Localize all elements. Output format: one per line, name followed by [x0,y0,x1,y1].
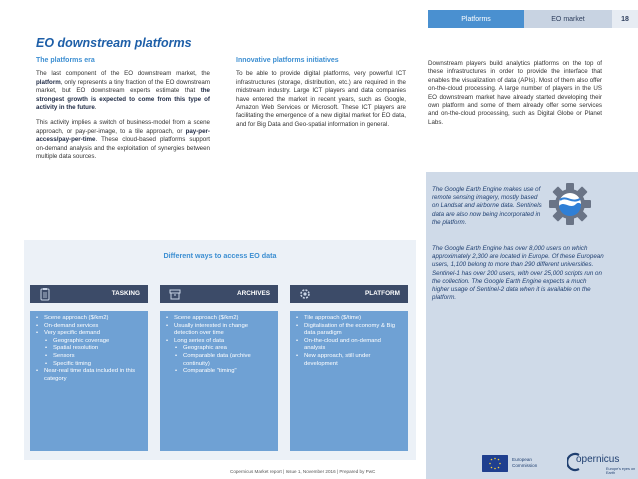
paragraph: Downstream players build analytics platforms on the top of these infrastructures in order to provide the interface that enables the visualization of data (APIs). Most of them also offer on-the-cloud processing. A large number of players in the US EO downstream market have already started developing their own platform and some of them already offer some services and on-the-cloud processing, such as Digital Globe or Planet Labs. [428,60,602,126]
column-downstream-players [428,60,602,127]
list-item: • Geographic coverage [36,338,142,346]
card-body [160,311,278,451]
card-header [30,285,148,303]
page-number: 18 [612,10,638,28]
bullet-list [36,315,142,383]
list-item: • Near-real time data included in this category [36,368,142,383]
bold-text: pay-per-access/pay-per-time [36,127,210,144]
list-item: • On-demand services [36,323,142,331]
list-item: • Specific timing [36,361,142,369]
list-item: • Scene approach ($/km2) [36,315,142,323]
ec-line: European [512,457,532,462]
list-item: • On-the-cloud and on-demand analysis [296,338,402,353]
gear-cloud-icon [298,287,312,301]
list-item: • Comparable "timing" [166,368,272,376]
sidebar-text-gee-users: The Google Earth Engine has over 8,000 users on which approximately 2,300 are located in Europe. Of these European users, 1,100 belong to more than 290 different universities. Sentinel-1 has over 200 users, with over 25,000 scripts run on the collection. The Google Earth Engine expects a much higher usage of Sentinel-2 data when it is available on the platform. [432,245,604,302]
list-item: • Spatial resolution [36,345,142,353]
card-label: PLATFORM [364,290,400,297]
list-item: • Tile approach ($/time) [296,315,402,323]
page-title: EO downstream platforms [36,36,192,50]
nav-tab-platforms[interactable]: Platforms [428,10,524,28]
card-header [290,285,408,303]
list-item: • Long series of data [166,338,272,346]
text-run: This activity implies a switch of business-model from a scene approach, or pay-per-image, to a tile approach, or [36,119,210,135]
bold-text: platform [36,78,61,86]
list-item: • Digitalisation of the economy & Big data paradigm [296,323,402,338]
eu-flag-icon [482,455,508,472]
paragraph [36,119,210,161]
sidebar-text-gee-imagery: The Google Earth Engine makes use of remote sensing imagery, mostly based on Landsat and airborne data. Sentinels data are also now being incorporated in the platform. [432,186,542,226]
archive-box-icon [168,287,182,301]
list-item: • Very specific demand [36,330,142,338]
paragraph: To be able to provide digital platforms, very powerful ICT infrastructures (storage, distribution, etc.) are required in the midstream industry. Large ICT players and data companies have entered the market in recent years, such as Google, Amazon Web Services or Microsoft. These ICT players are facilitating the emergence of a new digital market for EO data, and for Big Data and Geo-spatial information in general. [236,70,406,128]
paragraph [36,70,210,112]
footer-text: Copernicus Market report | Issue 1, November 2016 | Prepared by PwC [230,469,376,474]
bullet-list [166,315,272,376]
copernicus-wordmark: opernicus [576,454,620,465]
card-body [30,311,148,451]
list-item: • Comparable data (archive continuity) [166,353,272,368]
text-run: . These cloud-based platforms support on-demand analysis and the exploitation of synergies between multiple data sources. [36,136,210,161]
clipboard-icon [38,287,52,301]
european-commission-label [512,457,537,469]
list-item: • Geographic area [166,345,272,353]
text-run: . [94,104,97,112]
text-run: , only represents a tiny fraction of the EO downstream market, but EO downstream experts estimate that [36,78,210,95]
card-body [290,311,408,451]
diagram-title: Different ways to access EO data [163,251,277,260]
list-item: • Scene approach ($/km2) [166,315,272,323]
column-innovative-platforms [236,57,406,129]
card-platform [290,285,408,451]
section-heading: The platforms era [36,57,95,64]
list-item: • New approach, still under development [296,353,402,368]
card-tasking [30,285,148,451]
section-heading: Innovative platforms initiatives [236,57,339,64]
card-archives [160,285,278,451]
column-platforms-era [36,57,210,161]
google-earth-engine-gear-icon [548,182,592,226]
top-navigation [428,10,638,28]
list-item: • Usually interested in change detection over time [166,323,272,338]
text-run: The last component of the EO downstream market, the [36,70,210,78]
copernicus-tagline: Europe's eyes on Earth [606,467,636,475]
list-item: • Sensors [36,353,142,361]
card-label: TASKING [111,290,140,297]
card-header [160,285,278,303]
bullet-list [296,315,402,368]
ec-line: Commission [512,463,538,468]
card-label: ARCHIVES [236,290,270,297]
nav-tab-eo-market[interactable]: EO market [524,10,612,28]
bold-text: the strongest growth is expected to come from this type of activity in the future [36,87,210,112]
